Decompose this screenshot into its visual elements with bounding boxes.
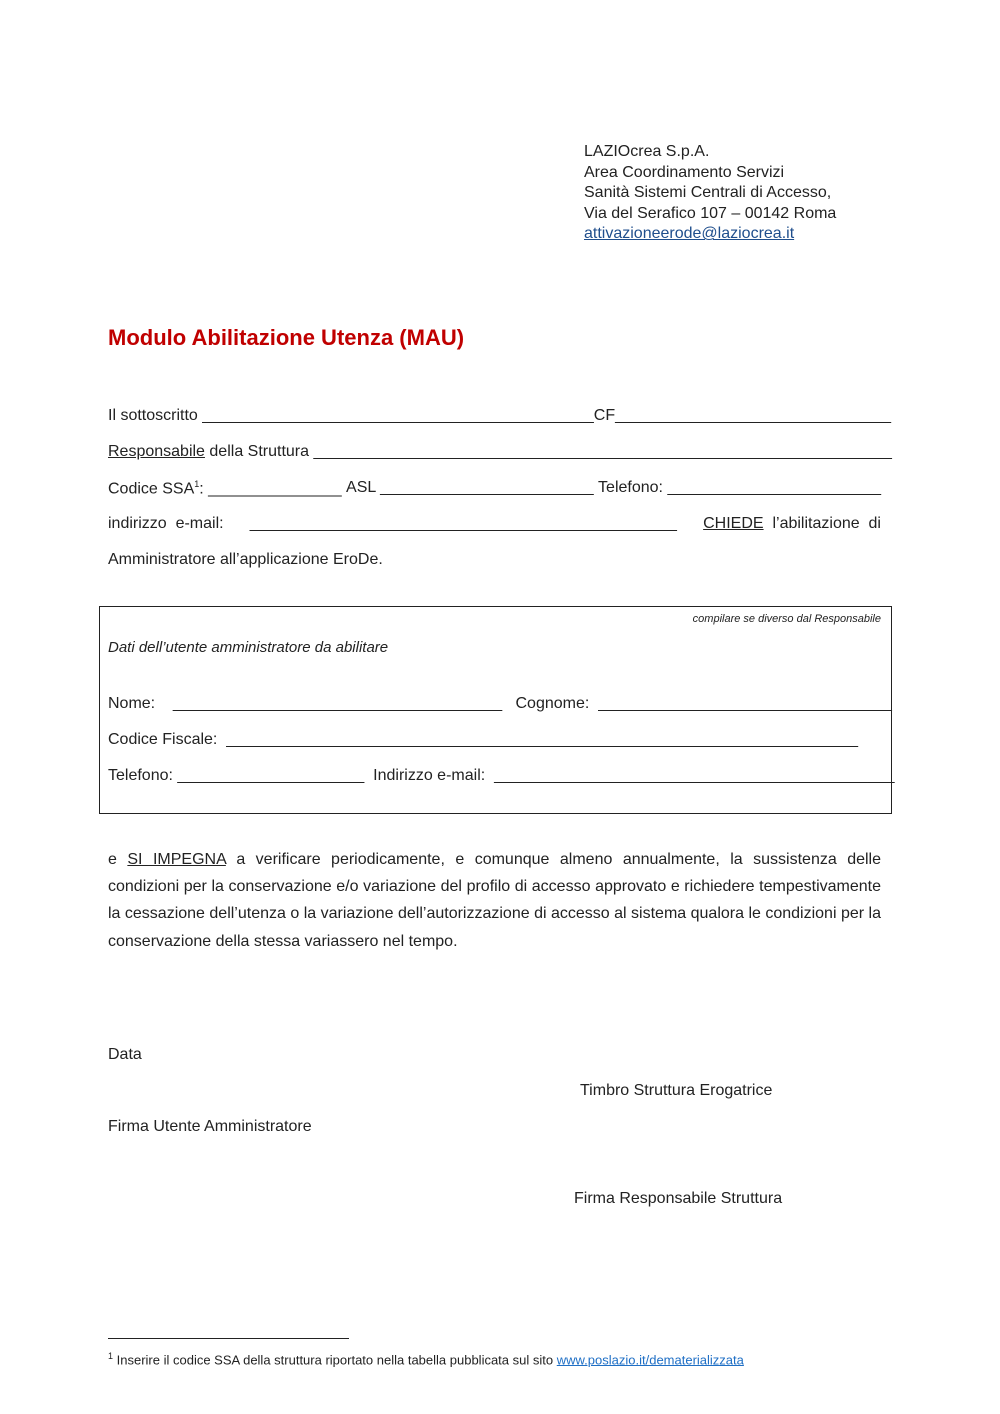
box-email-label: Indirizzo e-mail: [373,767,486,784]
line-codice-fiscale [108,731,858,749]
commitment-text: a verificare periodicamente, e comunque almeno annualmente, la sussistenza delle condizioni per la conservazione e/o variazione del profilo di accesso approvato e richiedere tempestivamente la cessazione dell’utenza o la variazione dell’autorizzazione di accesso al sistema qualora le condizioni per la conservazione della stessa variassero nel tempo. [108,851,882,950]
cognome-label: Cognome: [515,695,590,712]
address-block [584,142,836,245]
ssa-field[interactable]: _______________ [208,480,342,498]
line-email [108,515,881,533]
cf-field[interactable]: _______________________________ [615,407,891,424]
footnote-number: 1 [108,1351,114,1361]
footnote-link[interactable]: www.poslazio.it/dematerializzata [556,1352,744,1368]
ssa-footnote-ref: 1 [194,479,200,489]
box-email-field[interactable]: _____________________________________________ [494,767,895,784]
line-responsabile [108,443,892,461]
nome-field[interactable]: _____________________________________ [172,695,503,712]
nome-label: Nome: [108,695,156,712]
abilitazione-text: l’abilitazione di [772,515,881,532]
struttura-label: della Struttura [209,443,310,460]
commitment-paragraph [108,846,881,955]
admin-user-box [99,606,895,814]
ssa-label: Codice SSA [108,480,195,498]
line-nome [108,695,892,713]
footnote [108,1351,744,1367]
firma-responsabile-label: Firma Responsabile Struttura [574,1190,783,1207]
footnote-separator [108,1338,349,1339]
email-label: indirizzo e-mail: [108,515,224,532]
data-label: Data [108,1046,142,1063]
box-telefono-field[interactable]: _____________________ [177,767,365,784]
commitment-prefix: e [108,851,117,868]
impegna-label: SI IMPEGNA [127,851,226,868]
box-telefono-label: Telefono: [108,767,173,784]
footnote-text: Inserire il codice SSA della struttura riportato nella tabella pubblicata sul sito [116,1352,554,1368]
responsabile-label: Responsabile [108,443,205,460]
telefono-label: Telefono: [598,479,663,496]
line-codice-ssa: Codice SSA$^1$: _______________ ASL ________________________ Telefono: ________________________ [108,479,881,498]
street-address: Via del Serafico 107 – 00142 Roma [584,204,837,222]
company-name: LAZIOcrea S.p.A. [584,143,710,160]
firma-utente-label: Firma Utente Amministratore [108,1118,312,1135]
sottoscritto-label: Il sottoscritto [108,407,198,424]
sottoscritto-field[interactable]: ____________________________________________ [202,407,594,424]
codice-fiscale-label: Codice Fiscale: [108,731,218,748]
box-note: compilare se diverso dal Responsabile [692,613,881,625]
codice-fiscale-field[interactable]: _______________________________________________________________________ [226,731,859,748]
asl-field[interactable]: ________________________ [380,479,594,496]
contact-email-link[interactable]: attivazioneerode@laziocrea.it [584,225,795,243]
unit-name: Sanità Sistemi Centrali di Accesso, [584,184,832,202]
line-telefono-email [108,767,895,785]
page-title: Modulo Abilitazione Utenza (MAU) [108,325,465,350]
timbro-label: Timbro Struttura Erogatrice [580,1082,773,1099]
amministratore-text: Amministratore all’applicazione EroDe. [108,551,383,568]
email-field[interactable]: ________________________________________________ [249,515,677,532]
chiede-label: CHIEDE [703,515,764,532]
cognome-field[interactable]: _________________________________ [598,695,892,712]
area-name: Area Coordinamento Servizi [584,163,785,181]
cf-label: CF [593,407,616,424]
asl-label: ASL [346,479,376,496]
line-sottoscritto [108,407,891,425]
box-heading: Dati dell’utente amministratore da abilitare [108,639,389,656]
struttura-field[interactable]: _________________________________________________________________ [313,443,892,460]
telefono-field[interactable]: ________________________ [667,479,881,496]
